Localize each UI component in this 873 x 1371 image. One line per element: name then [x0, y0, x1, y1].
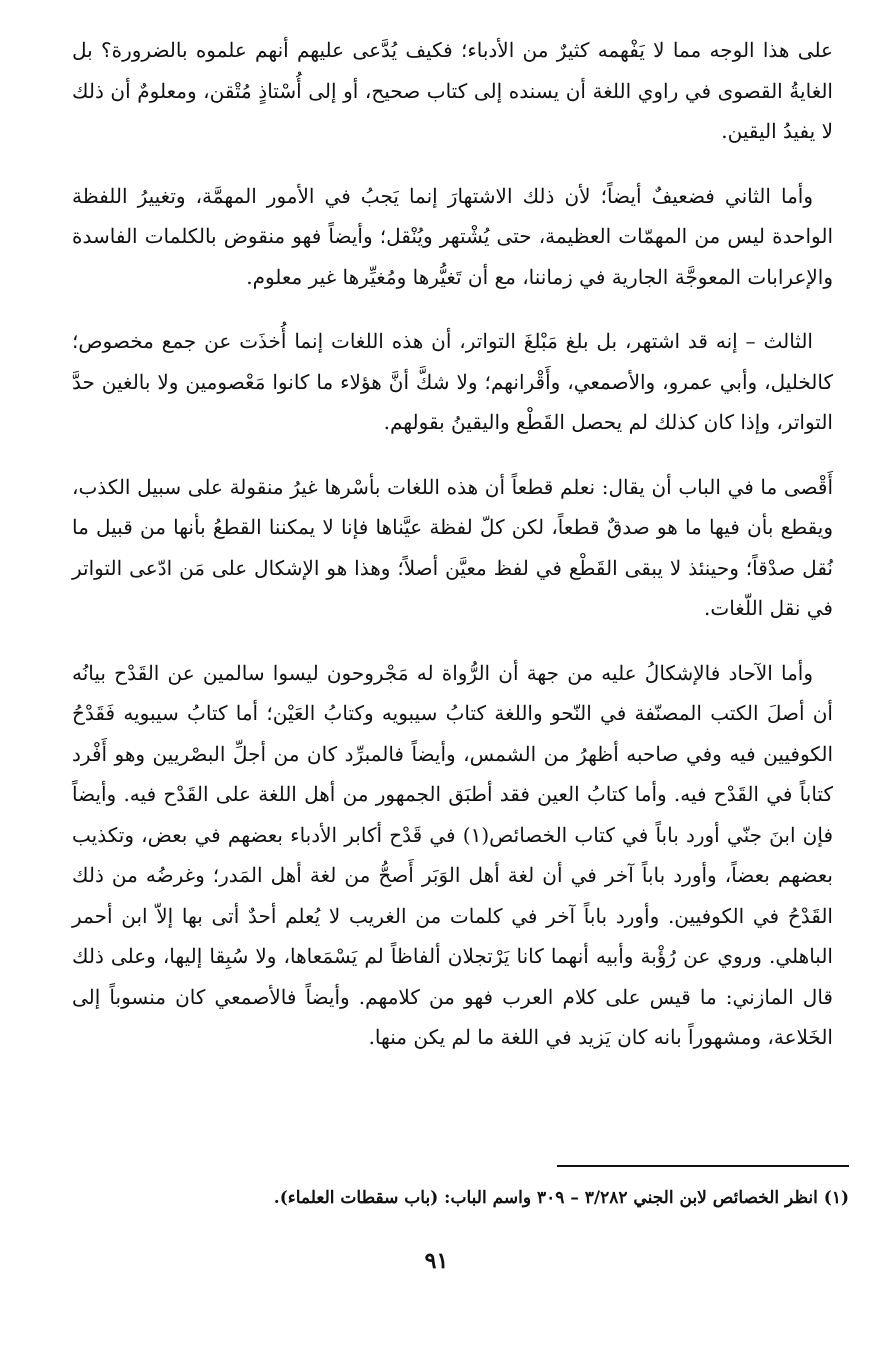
paragraph-5: وأما الآحاد فالإشكالُ عليه من جهة أن الرُّواة له مَجْروحون ليسوا سالمين عن القَدْح بيانُه أن أصلَ الكتب المصنّفة في النّحو واللغة كتابُ سيبويه وكتابُ العَيْن؛ أما كتابُ سيبويه فَقَدْحُ الكوفيين فيه وفي صاحبه أظهرُ من الشمس، وأيضاً فالمبرِّد كان من أجلِّ البصْريين وهو أَفْرد كتاباً في القَدْح فيه. وأما كتابُ العين فقد أطبَق الجمهور من أهل اللغة على القَدْح فيه. وأيضاً فإن ابنَ جنّي أورد باباً في كتاب الخصائص(١) في قَدْح أكابر الأدباء بعضهم في بعض، وتكذيب بعضهم بعضاً، وأورد باباً آخر في أن لغة أهل الوَبَر أَصحُّ من لغة أهل المَدر؛ وغرضُه من ذلك القَدْحُ في الكوفيين. وأورد باباً آخر في كلمات من الغريب لا يُعلم أحدٌ أتى بها إلاّ ابن أحمر الباهلي. وروي عن رُؤْبة وأبيه أنهما كانا يَرْتجلان ألفاظاً لم يَسْمَعاها، ولا سُبِقا إليها، وعلى ذلك قال المازني: ما قيس على كلام العرب فهو من كلامهم. وأيضاً فالأصمعي كان منسوباً إلى الخَلاعة، ومشهوراً بانه كان يَزيد في اللغة ما لم يكن منها.: [72, 660, 834, 1049]
paragraph-1: على هذا الوجه مما لا يَفْهمه كثيرٌ من الأدباء؛ فكيف يُدَّعى عليهم أنهم علموه بالضرورة؟ بل الغايةُ القصوى في راوي اللغة أن يسنده إلى كتاب صحيح، أو إلى أُسْتاذٍ مُتْقن، ومعلومٌ أن ذلك لا يفيدُ اليقين.: [72, 38, 833, 143]
main-text: [72, 30, 833, 1058]
footnote-divider: [557, 1165, 849, 1167]
page-number: ٩١: [424, 1248, 449, 1274]
footnote: (١) انظر الخصائص لابن الجني ٣/٢٨٢ – ٣٠٩ واسم الباب: (باب سقطات العلماء).: [273, 1188, 849, 1208]
paragraph-3: الثالث – إنه قد اشتهر، بل بلغ مَبْلغَ التواتر، أن هذه اللغات إنما أُخذَت عن جمع مخصوص؛ كالخليل، وأبي عمرو، والأصمعي، وأَقْرانهم؛ ولا شكَّ أنَّ هؤلاء ما كانوا مَعْصومين ولا بالغين حدَّ التواتر، وإذا كان كذلك لم يحصل القَطْع واليقينُ بقولهم.: [72, 329, 833, 434]
paragraph-4: أَقْصى ما في الباب أن يقال: نعلم قطعاً أن هذه اللغات بأسْرها غيرُ منقولة على سبيل الكذب، ويقطع بأن فيها ما هو صدقٌ قطعاً، لكن كلّ لفظة عيَّناها فإنا لا يمكننا القطعُ بأنها من قبيل ما نُقل صدْقاً؛ وحينئذ لا يبقى القَطْع في لفظ معيَّن أصلاً؛ وهذا هو الإشكال على مَن ادّعى التواتر في نقل اللّغات.: [72, 474, 833, 620]
paragraph-2: وأما الثاني فضعيفٌ أيضاً؛ لأن ذلك الاشتهارَ إنما يَجبُ في الأمور المهمَّة، وتغييرُ اللفظة الواحدة ليس من المهمّات العظيمة، حتى يُشْتهر ويُنْقل؛ وأيضاً فهو منقوض بالكلمات الفاسدة والإعرابات المعوجَّة الجارية في زماننا، مع أن تَغيُّرها ومُغيِّرها غير معلوم.: [72, 183, 833, 289]
